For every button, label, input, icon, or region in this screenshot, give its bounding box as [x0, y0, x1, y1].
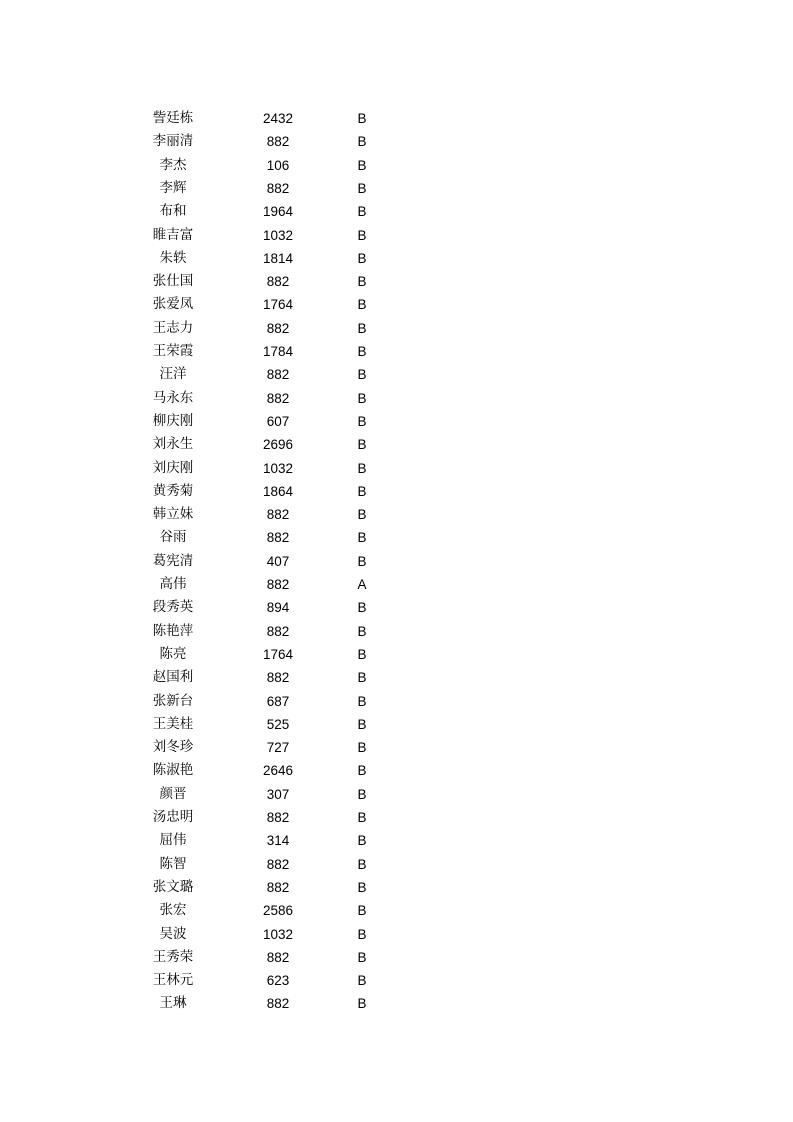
- grade-cell: B: [357, 437, 367, 453]
- table-row: [0, 853, 793, 876]
- table-row: [0, 969, 793, 992]
- amount-cell: 2586: [262, 903, 294, 919]
- table-row: [0, 433, 793, 456]
- name-cell: 刘永生: [152, 436, 194, 453]
- table-row: [0, 666, 793, 689]
- amount-cell: 607: [266, 413, 290, 429]
- table-row: [0, 876, 793, 899]
- name-cell: 汤忠明: [152, 809, 194, 825]
- grade-cell: B: [357, 693, 367, 709]
- amount-cell: 407: [266, 553, 290, 569]
- name-cell: 李辉: [159, 179, 187, 196]
- grade-cell: B: [357, 530, 367, 546]
- table-row: [0, 154, 793, 177]
- grade-cell: B: [357, 670, 367, 686]
- amount-cell: 525: [266, 716, 290, 732]
- amount-cell: 2432: [262, 111, 294, 126]
- grade-cell: B: [357, 460, 367, 476]
- amount-cell: 882: [266, 180, 290, 196]
- grade-cell: B: [357, 810, 367, 825]
- table-row: [0, 130, 793, 153]
- table-row: [0, 200, 793, 223]
- table-row: [0, 899, 793, 922]
- amount-cell: 1964: [262, 204, 294, 220]
- table-row: [0, 363, 793, 386]
- amount-cell: 882: [266, 577, 290, 592]
- table-row: [0, 177, 793, 200]
- table-row: [0, 480, 793, 503]
- table-row: [0, 224, 793, 247]
- name-cell: 马永东: [152, 389, 194, 406]
- table-row: [0, 620, 793, 643]
- grade-cell: A: [357, 577, 367, 592]
- table-row: [0, 923, 793, 946]
- grade-cell: B: [357, 274, 367, 290]
- amount-cell: 882: [266, 810, 290, 825]
- name-cell: 刘冬珍: [152, 739, 194, 756]
- name-cell: 睢吉富: [152, 226, 194, 243]
- amount-cell: 882: [266, 530, 290, 546]
- table-row: [0, 247, 793, 270]
- amount-cell: 687: [266, 693, 290, 709]
- name-cell: 王琳: [159, 995, 187, 1012]
- table-row: [0, 596, 793, 619]
- grade-cell: B: [357, 227, 367, 243]
- grade-cell: B: [357, 973, 367, 989]
- grade-cell: B: [357, 646, 367, 662]
- name-cell: 张文璐: [152, 878, 194, 895]
- table-row: [0, 783, 793, 806]
- grade-cell: B: [357, 297, 367, 313]
- amount-cell: 106: [266, 157, 290, 173]
- table-row: [0, 387, 793, 410]
- name-cell: 王林元: [152, 972, 194, 989]
- table-row: [0, 317, 793, 340]
- amount-cell: 1864: [262, 483, 294, 499]
- grade-cell: B: [357, 111, 367, 126]
- name-cell: 葛宪清: [152, 552, 194, 569]
- name-cell: 布和: [159, 203, 187, 220]
- amount-cell: 882: [266, 274, 290, 290]
- table-row: [0, 829, 793, 852]
- grade-cell: B: [357, 763, 367, 779]
- amount-cell: 2646: [262, 763, 294, 779]
- name-cell: 陈淑艳: [152, 762, 194, 779]
- amount-cell: 1764: [262, 646, 294, 662]
- amount-cell: 1032: [262, 227, 294, 243]
- grade-cell: B: [357, 600, 367, 616]
- grade-cell: B: [357, 204, 367, 220]
- name-cell: 屈伟: [159, 832, 187, 849]
- table-row: [0, 107, 793, 130]
- name-cell: 谷雨: [159, 529, 187, 546]
- amount-cell: 882: [266, 670, 290, 686]
- table-row: [0, 690, 793, 713]
- amount-cell: 894: [266, 600, 290, 616]
- name-cell: 张宏: [159, 902, 187, 919]
- grade-cell: B: [357, 344, 367, 359]
- name-cell: 王秀荣: [152, 948, 194, 965]
- grade-cell: B: [357, 390, 367, 406]
- grade-cell: B: [357, 716, 367, 732]
- table-row: [0, 573, 793, 596]
- name-cell: 王志力: [152, 319, 194, 336]
- name-cell: 訾廷栋: [152, 110, 194, 126]
- amount-cell: 1032: [262, 460, 294, 476]
- grade-cell: B: [357, 786, 367, 802]
- name-cell: 陈亮: [159, 645, 187, 662]
- grade-cell: B: [357, 903, 367, 919]
- table-row: [0, 550, 793, 573]
- grade-cell: B: [357, 320, 367, 336]
- table-row: [0, 457, 793, 480]
- name-cell: 颜晋: [159, 785, 187, 802]
- amount-cell: 1784: [262, 344, 294, 359]
- table-row: [0, 643, 793, 666]
- name-cell: 王美桂: [152, 715, 194, 732]
- table-row: [0, 293, 793, 316]
- table-row: [0, 992, 793, 1015]
- grade-cell: B: [357, 507, 367, 523]
- grade-cell: B: [357, 856, 367, 872]
- name-cell: 赵国利: [152, 669, 194, 686]
- amount-cell: 882: [266, 390, 290, 406]
- name-cell: 韩立妹: [152, 506, 194, 523]
- grade-cell: B: [357, 180, 367, 196]
- amount-cell: 727: [266, 740, 290, 756]
- amount-cell: 882: [266, 320, 290, 336]
- table-row: [0, 526, 793, 549]
- grade-cell: B: [357, 879, 367, 895]
- grade-cell: B: [357, 623, 367, 639]
- grade-cell: B: [357, 996, 367, 1012]
- name-cell: 李丽清: [152, 133, 194, 150]
- table-row: [0, 503, 793, 526]
- grade-cell: B: [357, 740, 367, 756]
- amount-cell: 307: [266, 786, 290, 802]
- table-row: [0, 946, 793, 969]
- grade-cell: B: [357, 250, 367, 266]
- grade-cell: B: [357, 413, 367, 429]
- table-row: [0, 736, 793, 759]
- table-row: [0, 410, 793, 433]
- grade-cell: B: [357, 949, 367, 965]
- amount-cell: 1814: [262, 250, 294, 266]
- table-row: [0, 713, 793, 736]
- amount-cell: 882: [266, 949, 290, 965]
- amount-cell: 2696: [262, 437, 294, 453]
- name-cell: 朱轶: [159, 249, 187, 266]
- table-row: [0, 759, 793, 782]
- amount-cell: 623: [266, 973, 290, 989]
- name-cell: 吴波: [159, 925, 187, 942]
- name-cell: 陈艳萍: [152, 622, 194, 639]
- amount-cell: 882: [266, 996, 290, 1012]
- grade-cell: B: [357, 833, 367, 849]
- grade-cell: B: [357, 157, 367, 173]
- name-cell: 刘庆刚: [152, 459, 194, 476]
- grade-cell: B: [357, 134, 367, 150]
- amount-cell: 314: [266, 833, 290, 849]
- grade-cell: B: [357, 926, 367, 942]
- name-cell: 黄秀菊: [152, 482, 194, 499]
- name-cell: 柳庆刚: [152, 412, 194, 429]
- name-cell: 段秀英: [152, 599, 194, 616]
- amount-cell: 1032: [262, 926, 294, 942]
- amount-cell: 882: [266, 367, 290, 383]
- name-cell: 汪洋: [159, 366, 187, 383]
- table-row: [0, 270, 793, 293]
- amount-cell: 882: [266, 134, 290, 150]
- name-cell: 王荣霞: [152, 343, 194, 359]
- amount-cell: 882: [266, 623, 290, 639]
- name-cell: 张爱凤: [152, 296, 194, 313]
- name-cell: 高伟: [159, 576, 187, 592]
- name-cell: 张仕国: [152, 273, 194, 290]
- name-cell: 李杰: [159, 156, 187, 173]
- table-row: [0, 806, 793, 829]
- amount-cell: 882: [266, 879, 290, 895]
- name-cell: 陈智: [159, 855, 187, 872]
- amount-cell: 1764: [262, 297, 294, 313]
- table-row: [0, 340, 793, 363]
- grade-cell: B: [357, 483, 367, 499]
- grade-cell: B: [357, 553, 367, 569]
- amount-cell: 882: [266, 507, 290, 523]
- amount-cell: 882: [266, 856, 290, 872]
- grade-cell: B: [357, 367, 367, 383]
- name-cell: 张新台: [152, 692, 194, 709]
